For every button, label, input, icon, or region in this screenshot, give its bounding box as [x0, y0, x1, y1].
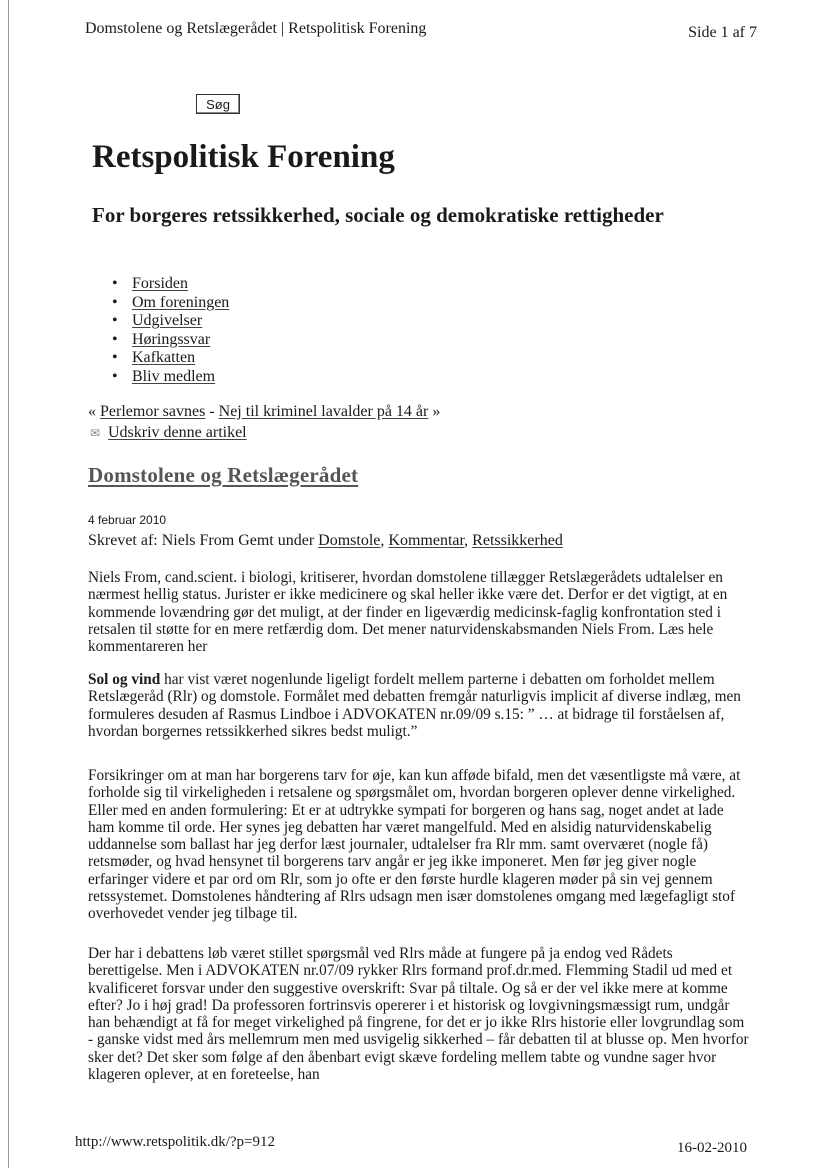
category-link-retssikkerhed[interactable]: Retssikkerhed [472, 532, 563, 549]
prev-prefix: « [88, 403, 100, 420]
category-link-kommentar[interactable]: Kommentar [388, 532, 465, 549]
main-nav [112, 275, 229, 386]
bullet-icon: • [112, 349, 118, 366]
nav-item-udgivelser [112, 312, 229, 331]
site-title: Retspolitisk Forening [92, 139, 395, 175]
article-paragraph-4: Der har i debattens løb været stillet spørgsmål ved Rlrs måde at fungere på ja endog ved Rådets berettigelse. Men i ADVOKATEN nr.07/09 rykker Rlrs formand prof.dr.med. Flemming Stadil ud med et kvalificeret forsvar under den suggestive overskrift: Svar på tiltale. Og så er der vel ikke mere at komme efter? Jo i høj grad! Da professoren fortrinsvis opererer i et historisk og lovgivningsmæssigt rum, undgår han behændigt at få for meget virkelighed på fingrene, for det er jo ikke Rlrs historie eller lovgrundlag som - ganske vidst med års mellemrum men med usvigelig sikkerhed – får debatten til at blusse op. Men hvorfor sker det? Det sker som følge af den åbenbart evigt skæve fordeling mellem tabte og vundne sager hvor klageren oplever, at en foreteelse, han [88, 945, 749, 1084]
print-header-title: Domstolene og Retslægerådet | Retspolitisk Forening [85, 20, 427, 37]
article-paragraph-2 [88, 671, 750, 740]
nav-link-udgivelser[interactable]: Udgivelser [132, 312, 203, 329]
bullet-icon: • [112, 293, 118, 311]
print-header-page-indicator: Side 1 af 7 [688, 24, 757, 41]
nav-item-bliv-medlem [112, 368, 229, 387]
byline-text: Skrevet af: Niels From Gemt under [88, 532, 319, 549]
nav-link-bliv-medlem[interactable]: Bliv medlem [132, 367, 216, 385]
bullet-icon: • [112, 275, 118, 292]
nav-item-forsiden [112, 275, 229, 294]
nav-item-kafkatten [112, 349, 229, 368]
paragraph-2-body: har vist været nogenlunde ligeligt fordelt mellem parterne i debatten om forholdet mellem Retslægeråd (Rlr) og domstole. Formålet med debatten fremgår naturligvis implicit af diverse indlæg, men formuleres desuden af Rasmus Lindboe i ADVOKATEN nr.09/09 s.15: ” … at bidrage til forståelsen af, hvordan borgernes retssikkerhed sikres bedst muligt.” [88, 671, 741, 740]
nav-link-kafkatten[interactable]: Kafkatten [132, 349, 196, 366]
category-link-domstole[interactable]: Domstole [318, 532, 381, 549]
bullet-icon: • [112, 312, 118, 329]
nav-item-horingssvar [112, 331, 229, 350]
next-post-link[interactable]: Nej til kriminel lavalder på 14 år [218, 403, 429, 420]
nav-link-om-foreningen[interactable]: Om foreningen [132, 293, 230, 311]
site-subtitle: For borgeres retssikkerhed, sociale og demokratiske rettigheder [92, 203, 664, 227]
printer-icon[interactable]: ✉ [90, 426, 101, 440]
nav-item-om-foreningen [112, 294, 229, 313]
post-nav-separator: - [205, 403, 219, 420]
article-title[interactable]: Domstolene og Retslægerådet [88, 463, 359, 487]
nav-link-forsiden[interactable]: Forsiden [132, 275, 188, 292]
print-footer-url: http://www.retspolitik.dk/?p=912 [75, 1134, 275, 1150]
article-paragraph-3: Forsikringer om at man har borgerens tarv for øje, kan kun afføde bifald, men det væsentligste må være, at forholde sig til virkeligheden i retsalene og spørgsmålet om, hvordan borgeren oplever denne virkelighed. Eller med en anden formulering: Et er at udtrykke sympati for borgeren og hans sag, noget andet at lade ham komme til orde. Her synes jeg debatten har været mangelfuld. Med en alsidig naturvidenskabelig uddannelse som ballast har jeg derfor læst journaler, udtalelser fra Rlr mm. samt overværet (nogle få) retsmøder, og hvad hensynet til borgerens tarv angår er jeg ikke imponeret. Men før jeg giver nogle erfaringer videre et par ord om Rlr, som jo ofte er den første hurdle klageren møder på sin vej gennem retssystemet. Domstolenes håndtering af Rlrs udsagn men især domstolenes omgang med lægefagligt stof overhovedet vender jeg tilbage til. [88, 767, 741, 923]
article-date: 4 februar 2010 [88, 513, 167, 527]
bullet-icon: • [112, 367, 118, 385]
article-paragraph-1: Niels From, cand.scient. i biologi, kritiserer, hvordan domstolene tillægger Retslægerådets udtalelser en nærmest hellig status. Jurister er ikke medicinere og skal heller ikke være det. Derfor er det vigtigt, at en kommende lovændring gør det muligt, at der finder en ligeværdig medicinsk-faglig konfrontation sted i retsalen til støtte for en mere retfærdig dom. Det mener naturvidenskabsmanden Niels From. Læs hele kommentareren her [88, 569, 728, 656]
print-article-link[interactable]: Udskriv denne artikel [108, 424, 247, 441]
page-edge-rule [8, 0, 9, 1168]
nav-link-horingssvar[interactable]: Høringssvar [132, 330, 211, 348]
bullet-icon: • [112, 330, 118, 348]
search-button[interactable]: Søg [196, 94, 240, 114]
article-byline: Skrevet af: Niels From Gemt under Domstole, Kommentar, Retssikkerhed [88, 532, 563, 549]
post-navigation [88, 403, 440, 421]
print-footer-date: 16-02-2010 [677, 1140, 747, 1156]
paragraph-2-lead: Sol og vind [88, 671, 161, 688]
prev-post-link[interactable]: Perlemor savnes [100, 403, 206, 420]
next-suffix: » [428, 403, 441, 420]
print-article [90, 424, 247, 442]
